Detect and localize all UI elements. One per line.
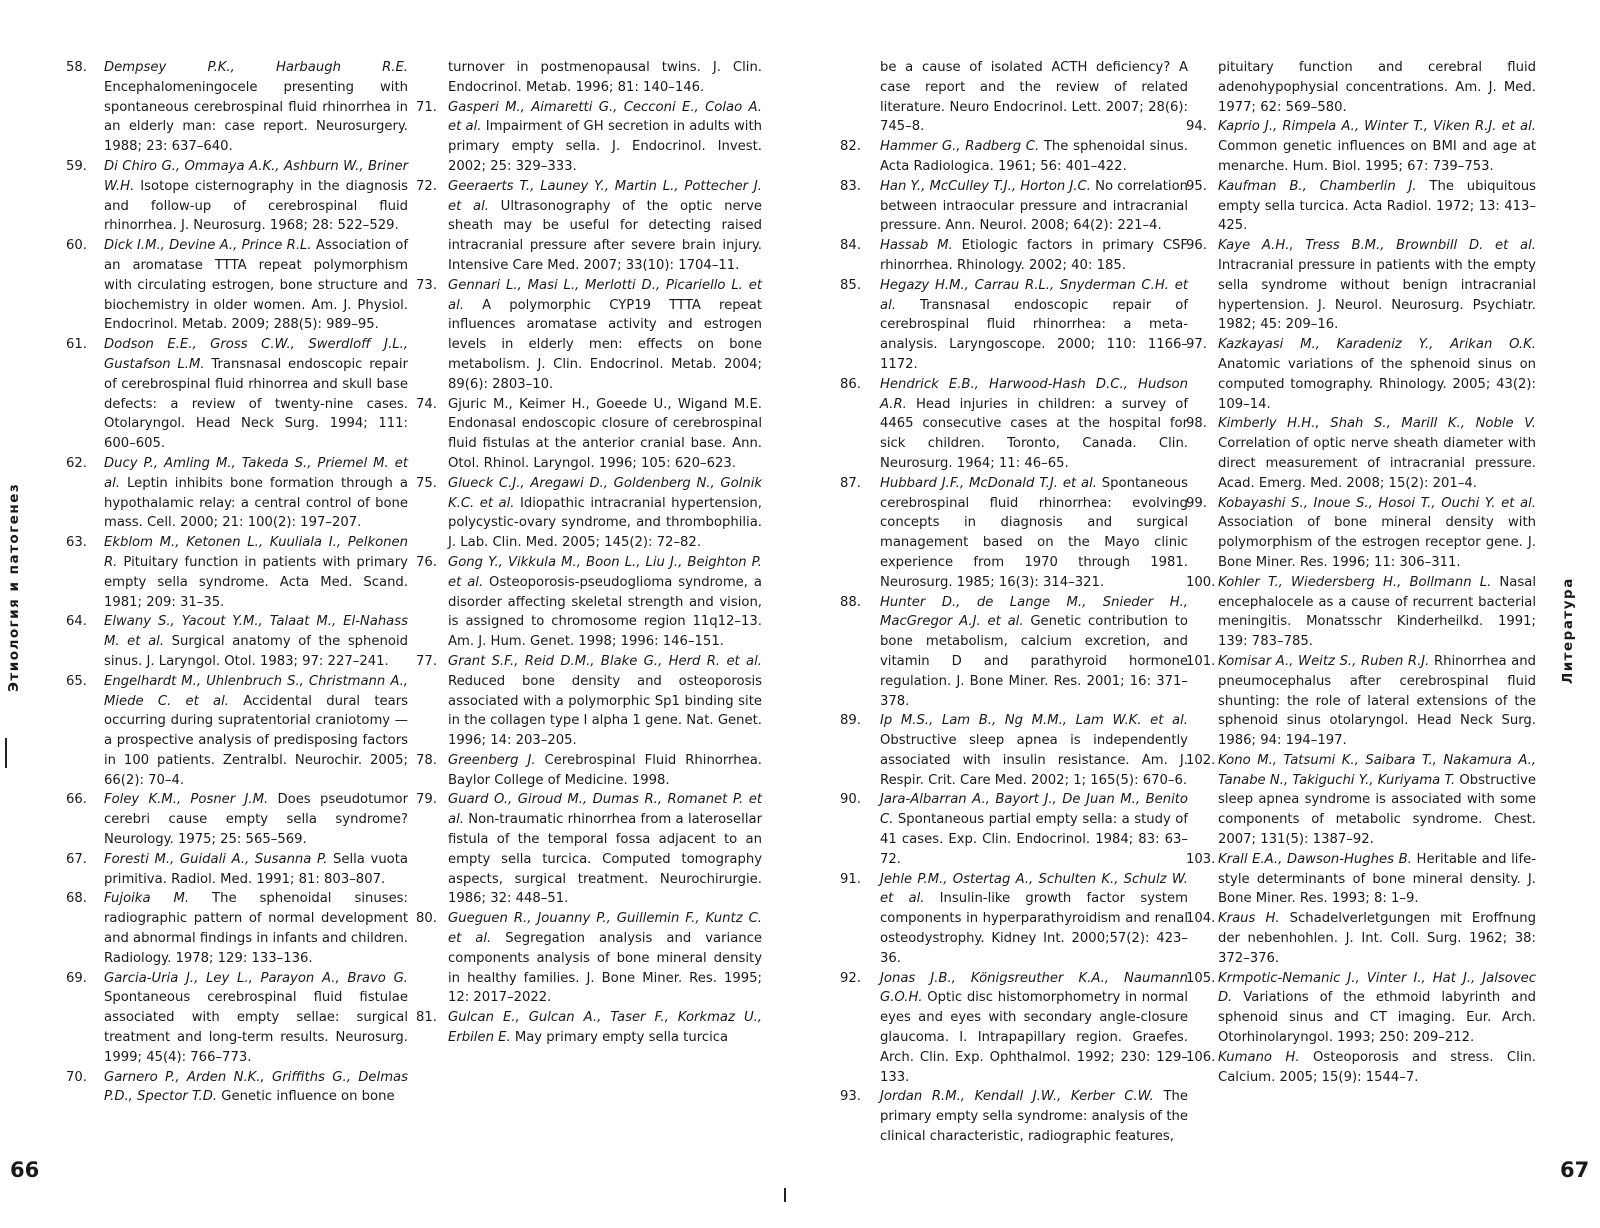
reference-details: The sphenoidal sinuses: radiographic pattern of normal development and abnormal findings in infants and children. Radiology. 1978; 129: 133–136. xyxy=(104,891,409,966)
left-page-section-title: Этиология и патогенез xyxy=(6,482,22,692)
reference-text xyxy=(448,177,762,276)
reference-authors: Garnero P., Arden N.K., Griffiths G., Delmas P.D., Spector T.D. xyxy=(104,1069,408,1105)
reference-authors: Gueguen R., Jouanny P., Guillemin F., Kuntz C. et al. xyxy=(448,911,762,947)
reference-column-4 xyxy=(1186,58,1536,1087)
reference-text xyxy=(1218,909,1536,968)
reference-details: Segregation analysis and variance components analysis of bone mineral density in healthy families. J. Bone Miner. Res. 1995; 12: 2017–2022. xyxy=(448,931,762,1006)
reference-authors: Jordan R.M., Kendall J.W., Kerber C.W. xyxy=(880,1089,1154,1105)
reference-authors: Kaprio J., Rimpela A., Winter T., Viken R.J. et al. xyxy=(1218,119,1536,135)
reference-authors: Kumano H. xyxy=(1218,1049,1300,1065)
reference-number: 98. xyxy=(1186,416,1207,432)
reference-entry xyxy=(66,58,408,157)
reference-authors: Jehle P.M., Ostertag A., Schulten K., Schulz W. et al. xyxy=(880,871,1188,907)
reference-number: 83. xyxy=(840,178,861,194)
reference-number: 73. xyxy=(416,277,437,293)
reference-entry xyxy=(840,375,1188,474)
reference-details: Reduced bone density and osteoporosis associated with a polymorphic Sp1 binding site in the collagen type I alpha 1 gene. Nat. Genet. 1996; 14: 203–205. xyxy=(448,673,762,749)
reference-text xyxy=(104,790,408,849)
reference-text xyxy=(448,751,762,791)
reference-entry xyxy=(1186,494,1536,573)
reference-entry xyxy=(66,790,408,849)
reference-details: The primary empty sella syndrome: analysis of the clinical characteristic, radiographic features, xyxy=(880,1089,1188,1145)
reference-text xyxy=(448,909,762,1008)
reference-number: 66. xyxy=(66,792,87,808)
reference-text xyxy=(1218,573,1536,652)
reference-number: 88. xyxy=(840,594,861,610)
reference-entry xyxy=(840,593,1188,712)
reference-text xyxy=(880,1087,1188,1146)
reference-text xyxy=(448,652,762,751)
reference-details: Obstructive sleep apnea is independently associated with insulin resistance. Am. J. Respir. Crit. Care Med. 2002; 1; 165(5): 670–6. xyxy=(880,733,1188,788)
reference-text xyxy=(448,58,762,98)
reference-number: 79. xyxy=(416,792,437,808)
reference-text xyxy=(104,533,408,612)
reference-details: Optic disc histomorphometry in normal eyes and eyes with secondary angle-closure glaucoma. I. Intrapapillary region. Graefes. Arch. Clin. Exp. Ophthalmol. 1992; 230: 129–133. xyxy=(880,990,1188,1085)
reference-details: May primary empty sella turcica xyxy=(510,1030,729,1046)
reference-authors: Di Chiro G., Ommaya A.K., Ashburn W., Briner W.H. xyxy=(104,158,408,194)
reference-authors: Jonas J.B., Königsreuther K.A., Naumann G.O.H. xyxy=(880,970,1188,1006)
reference-number xyxy=(1186,58,1218,117)
reference-authors: Geeraerts T., Launey Y., Martin L., Pottecher J. et al. xyxy=(448,178,762,214)
reference-details: turnover in postmenopausal twins. J. Clin. Endocrinol. Metab. 1996; 81: 140–146. xyxy=(448,60,762,95)
reference-text xyxy=(1218,117,1536,176)
reference-details: Osteoporosis and stress. Clin. Calcium. 2005; 15(9): 1544–7. xyxy=(1218,1049,1537,1085)
reference-entry xyxy=(66,454,408,533)
reference-details: Accidental dural tears occurring during supratentorial craniotomy — a prospective analysis of predisposing factors in 100 patients. Zentralbl. Neurochir. 2005; 66(2): 70–4. xyxy=(104,693,408,788)
reference-entry xyxy=(66,850,408,890)
reference-text xyxy=(448,98,762,177)
reference-entry xyxy=(66,612,408,671)
reference-details: The sphenoidal sinus. Acta Radiologica. 1961; 56: 401–422. xyxy=(880,139,1188,174)
reference-entry xyxy=(416,58,762,98)
reference-text xyxy=(1218,177,1536,236)
reference-details: Genetic contribution to bone metabolism, calcium excretion, and vitamin D and parathyroid hormone regulation. J. Bone Miner. Res. 2001; 16: 371–378. xyxy=(880,614,1188,709)
reference-entry xyxy=(416,276,762,395)
reference-text xyxy=(104,672,408,791)
reference-text xyxy=(880,870,1188,969)
reference-details: Association of an aromatase TTTA repeat polymorphism with circulating estrogen, bone structure and biochemistry in older women. Am. J. Physiol. Endocrinol. Metab. 2009; 288(5): 989–95. xyxy=(104,238,408,333)
reference-entry xyxy=(840,58,1188,137)
reference-number: 87. xyxy=(840,475,861,491)
reference-number: 65. xyxy=(66,673,87,689)
reference-details: Obstructive sleep apnea syndrome is associated with some components of metabolic syndrome. Chest. 2007; 131(5): 1387–92. xyxy=(1218,772,1536,848)
reference-entry xyxy=(1186,573,1536,652)
reference-details: Genetic influence on bone xyxy=(217,1089,395,1105)
reference-authors: Han Y., McCulley T.J., Horton J.C. xyxy=(880,178,1091,194)
reference-details: Transnasal endoscopic repair of cerebrospinal fluid rhinorrea and skull base defects: a review of twenty-nine cases. Otolaryngol. Head Neck Surg. 1994; 111: 600–605. xyxy=(104,356,408,452)
right-page-number: 67 xyxy=(1560,1158,1590,1182)
reference-entry xyxy=(840,969,1188,1088)
reference-text xyxy=(104,454,408,533)
reference-number: 100. xyxy=(1186,574,1216,590)
reference-details: pituitary function and cerebral fluid adenohypophysial concentrations. Am. J. Med. 1977; 62: 569–580. xyxy=(1218,60,1536,115)
reference-entry xyxy=(840,474,1188,593)
reference-text xyxy=(448,474,762,553)
reference-number: 68. xyxy=(66,891,87,907)
reference-authors: Kaye A.H., Tress B.M., Brownbill D. et al. xyxy=(1218,238,1536,254)
reference-details: Intracranial pressure in patients with the empty sella syndrome without benign intracranial hypertension. J. Neurol. Neurosurg. Psychiatr. 1982; 45: 209–16. xyxy=(1218,257,1536,333)
reference-number: 75. xyxy=(416,475,437,491)
reference-details: Rhinorrhea and pneumocephalus after cerebrospinal fluid shunting: the role of lateral extensions of the sphenoid sinus otolaryngol. Head Neck Surg. 1986; 94: 194–197. xyxy=(1218,653,1536,749)
reference-entry xyxy=(840,236,1188,276)
reference-authors: Glueck C.J., Aregawi D., Goldenberg N., Golnik K.C. et al. xyxy=(448,475,762,511)
reference-entry xyxy=(1186,969,1536,1048)
reference-text xyxy=(104,969,408,1068)
reference-text xyxy=(880,375,1188,474)
reference-details: Non-traumatic rhinorrhea from a laterosellar fistula of the temporal fossa adjacent to an empty sella turcica. Computed tomography aspects, surgical treatment. Neurochirurgie. 1986; 32: 448–51. xyxy=(448,812,762,907)
reference-entry xyxy=(1186,850,1536,909)
reference-entry xyxy=(1186,236,1536,335)
reference-text xyxy=(880,969,1188,1088)
reference-text xyxy=(104,58,408,157)
reference-text xyxy=(1218,969,1536,1048)
reference-details: Insulin-like growth factor system components in hyperparathyroidism and renal osteodystrophy. Kidney Int. 2000;57(2): 423–36. xyxy=(880,891,1188,966)
reference-authors: Grant S.F., Reid D.M., Blake G., Herd R. et al. xyxy=(448,653,762,669)
reference-details: Impairment of GH secretion in adults with primary empty sella. J. Endocrinol. Invest. 2002; 25: 329–333. xyxy=(448,119,762,174)
reference-authors: Hassab M. xyxy=(880,238,953,254)
reference-number: 93. xyxy=(840,1089,861,1105)
reference-authors: Ducy P., Amling M., Takeda S., Priemel M. et al. xyxy=(104,455,408,491)
reference-entry xyxy=(1186,335,1536,414)
reference-number: 106. xyxy=(1186,1049,1216,1065)
right-page-section-title: Литература xyxy=(1560,577,1576,684)
reference-authors: Kraus H. xyxy=(1218,911,1280,927)
reference-authors: Kazkayasi M., Karadeniz Y., Arikan O.K. xyxy=(1218,337,1536,353)
reference-details: Variations of the ethmoid labyrinth and sphenoid sinus and CT imaging. Eur. Arch. Otorhinolaryngol. 1993; 250: 209–212. xyxy=(1218,990,1536,1046)
reference-number: 81. xyxy=(416,1010,437,1026)
reference-details: Head injuries in children: a survey of 4465 consecutive cases at the hospital for sick children. Toronto, Canada. Clin. Neurosurg. 1964; 11: 46–65. xyxy=(880,396,1188,471)
reference-entry xyxy=(66,969,408,1068)
reference-number xyxy=(416,58,448,98)
reference-authors: Kono M., Tatsumi K., Saibara T., Nakamura A., Tanabe N., Takiguchi Y., Kuriyama T. xyxy=(1218,752,1536,788)
reference-number: 69. xyxy=(66,970,87,986)
reference-text xyxy=(880,236,1188,276)
reference-details: Correlation of optic nerve sheath diameter with direct measurement of intracranial pressure. Acad. Emerg. Med. 2008; 15(2): 201–4. xyxy=(1218,436,1536,491)
reference-authors: Kimberly H.H., Shah S., Marill K., Noble V. xyxy=(1218,416,1536,432)
reference-entry xyxy=(1186,1048,1536,1088)
reference-details: Transnasal endoscopic repair of cerebrospinal fluid rhinorrhea: a meta-analysis. Laryngoscope. 2000; 110: 1166–1172. xyxy=(880,297,1188,372)
reference-text xyxy=(448,790,762,909)
reference-entry xyxy=(840,870,1188,969)
reference-entry xyxy=(416,98,762,177)
reference-text xyxy=(1218,751,1536,850)
reference-number: 77. xyxy=(416,653,437,669)
reference-number: 74. xyxy=(416,396,437,412)
reference-authors: Gennari L., Masi L., Merlotti D., Picariello L. et al. xyxy=(448,277,762,313)
reference-text xyxy=(1218,414,1536,493)
reference-number: 89. xyxy=(840,713,861,729)
reference-details: be a cause of isolated ACTH deficiency? A case report and the review of related literature. Neuro Endocrinol. Lett. 2007; 28(6): 745–8. xyxy=(880,60,1188,135)
reference-number: 67. xyxy=(66,851,87,867)
reference-number: 58. xyxy=(66,60,87,75)
reference-details: Spontaneous cerebrospinal fluid fistulae associated with empty sellae: surgical treatment and long-term results. Neurosurg. 1999; 45(4): 766–773. xyxy=(104,990,408,1065)
reference-authors: Gulcan E., Gulcan A., Taser F., Korkmaz U., Erbilen E. xyxy=(448,1010,762,1046)
reference-entry xyxy=(416,395,762,474)
reference-text xyxy=(880,790,1188,869)
reference-entry xyxy=(416,652,762,751)
reference-number: 103. xyxy=(1186,851,1216,867)
reference-number: 91. xyxy=(840,871,861,887)
reference-entry xyxy=(66,1068,408,1108)
reference-authors: Jara-Albarran A., Bayort J., De Juan M., Benito C. xyxy=(880,792,1188,828)
reference-column-3 xyxy=(840,58,1188,1147)
reference-details: Surgical anatomy of the sphenoid sinus. J. Laryngol. Otol. 1983; 97: 227–241. xyxy=(104,634,408,669)
reference-text xyxy=(104,850,408,890)
reference-details: Ultrasonography of the optic nerve sheath may be useful for detecting raised intracranial pressure after severe brain injury. Intensive Care Med. 2007; 33(10): 1704–11. xyxy=(448,198,762,273)
reference-entry xyxy=(1186,909,1536,968)
reference-entry xyxy=(66,889,408,968)
reference-text xyxy=(1218,1048,1536,1088)
reference-number: 59. xyxy=(66,158,87,174)
reference-entry xyxy=(840,276,1188,375)
reference-number: 62. xyxy=(66,455,87,471)
margin-mark xyxy=(5,738,7,768)
reference-details: Pituitary function in patients with primary empty sella syndrome. Acta Med. Scand. 1981; 209: 31–35. xyxy=(104,554,408,610)
reference-text xyxy=(1218,236,1536,335)
reference-text xyxy=(448,395,762,474)
reference-details: Common genetic influences on BMI and age at menarche. Hum. Biol. 1995; 67: 739–753. xyxy=(1218,139,1536,174)
reference-number: 63. xyxy=(66,535,87,551)
reference-number: 84. xyxy=(840,238,861,254)
reference-entry xyxy=(416,553,762,652)
reference-text xyxy=(1218,652,1536,751)
reference-entry xyxy=(840,137,1188,177)
reference-entry xyxy=(1186,58,1536,117)
reference-number: 61. xyxy=(66,337,87,353)
reference-authors: Foley K.M., Posner J.M. xyxy=(104,792,269,808)
reference-number: 102. xyxy=(1186,752,1216,768)
reference-entry xyxy=(1186,117,1536,176)
reference-authors: Guard O., Giroud M., Dumas R., Romanet P. et al. xyxy=(448,792,762,828)
reference-details: A polymorphic CYP19 TTTA repeat influences aromatase activity and estrogen levels in elderly men: effects on bone metabolism. J. Clin. Endocrinol. Metab. 2004; 89(6): 2803–10. xyxy=(448,297,762,392)
reference-entry xyxy=(1186,751,1536,850)
reference-text xyxy=(880,711,1188,790)
reference-authors: Dodson E.E., Gross C.W., Swerdloff J.L., Gustafson L.M. xyxy=(104,337,408,372)
reference-number: 104. xyxy=(1186,911,1216,927)
reference-details: Spontaneous partial empty sella: a study of 41 cases. Exp. Clin. Endocrinol. 1984; 83: 63–72. xyxy=(880,812,1188,867)
reference-number: 78. xyxy=(416,752,437,768)
reference-authors: Krall E.A., Dawson-Hughes B. xyxy=(1218,851,1412,867)
reference-authors: Komisar A., Weitz S., Ruben R.J. xyxy=(1218,653,1430,669)
reference-details: Nasal encephalocele as a cause of recurrent bacterial meningitis. Monatsschr Kinderheilkd. 1991; 139: 783–785. xyxy=(1218,574,1536,650)
reference-entry xyxy=(416,790,762,909)
reference-text xyxy=(448,276,762,395)
reference-authors: Elwany S., Yacout Y.M., Talaat M., El-Nahass M. et al. xyxy=(104,614,408,650)
reference-entry xyxy=(1186,414,1536,493)
reference-text xyxy=(104,1068,408,1108)
reference-number: 70. xyxy=(66,1069,87,1085)
reference-details: Etiologic factors in primary CSF rhinorrhea. Rhinology. 2002; 40: 185. xyxy=(880,238,1189,273)
reference-number: 82. xyxy=(840,139,861,155)
reference-number: 80. xyxy=(416,911,437,927)
reference-details: Idiopathic intracranial hypertension, polycystic-ovary syndrome, and thrombophilia. J. Lab. Clin. Med. 2005; 145(2): 72–82. xyxy=(448,495,762,551)
reference-number: 85. xyxy=(840,277,861,293)
reference-authors: Krmpotic-Nemanic J., Vinter I., Hat J., Jalsovec D. xyxy=(1218,970,1536,1006)
reference-authors: Greenberg J. xyxy=(448,752,536,768)
reference-authors: Hendrick E.B., Harwood-Hash D.C., Hudson A.R. xyxy=(880,376,1188,412)
reference-authors: Foresti M., Guidali A., Susanna P. xyxy=(104,851,328,867)
reference-entry xyxy=(66,335,408,454)
reference-authors: Engelhardt M., Uhlenbruch S., Christmann A., Miede C. et al. xyxy=(104,673,408,709)
reference-number: 76. xyxy=(416,554,437,570)
reference-text xyxy=(104,889,408,968)
reference-details: No correlation between intraocular pressure and intracranial pressure. Ann. Neurol. 2008; 64(2): 221–4. xyxy=(880,178,1189,234)
gutter-mark xyxy=(784,1188,786,1202)
reference-entry xyxy=(66,157,408,236)
reference-details: Association of bone mineral density with polymorphism of the estrogen receptor gene. J. Bone Miner. Res. 1996; 11: 306–311. xyxy=(1218,515,1536,570)
reference-entry xyxy=(416,1008,762,1048)
reference-number: 94. xyxy=(1186,119,1207,135)
reference-number: 60. xyxy=(66,238,87,254)
reference-text xyxy=(880,137,1188,177)
reference-text xyxy=(104,335,408,454)
reference-details: Isotope cisternography in the diagnosis and follow-up of cerebrospinal fluid rhinorrhea. J. Neurosurg. 1968; 28: 522–529. xyxy=(104,178,408,234)
left-page-number: 66 xyxy=(10,1158,40,1182)
reference-text xyxy=(1218,335,1536,414)
reference-details: Spontaneous cerebrospinal fluid rhinorrhea: evolving concepts in diagnosis and surgical management based on the Mayo clinic experience from 1970 through 1981. Neurosurg. 1985; 16(3): 314–321. xyxy=(880,475,1188,590)
reference-number: 64. xyxy=(66,614,87,630)
reference-entry xyxy=(66,236,408,335)
reference-authors: Dempsey P.K., Harbaugh R.E. xyxy=(104,60,408,75)
reference-details: Osteoporosis-pseudoglioma syndrome, a disorder affecting skeletal strength and vision, is assigned to chromosome region 11q12–13. Am. J. Hum. Genet. 1998; 1996: 146–151. xyxy=(448,574,762,650)
reference-authors: Kobayashi S., Inoue S., Hosoi T., Ouchi Y. et al. xyxy=(1218,495,1536,511)
reference-column-2 xyxy=(416,58,762,1048)
reference-details: Encephalomeningocele presenting with spontaneous cerebrospinal fluid rhinorrhea in an elderly man: case report. Neurosurgery. 1988; 23: 637–640. xyxy=(104,79,408,155)
reference-details: Anatomic variations of the sphenoid sinus on computed tomography. Rhinology. 2005; 43(2): 109–14. xyxy=(1218,356,1536,412)
reference-number: 95. xyxy=(1186,178,1207,194)
reference-text xyxy=(880,58,1188,137)
reference-number: 72. xyxy=(416,178,437,194)
reference-entry xyxy=(416,909,762,1008)
reference-authors: Hubbard J.F., McDonald T.J. et al. xyxy=(880,475,1097,491)
reference-column-1 xyxy=(66,58,408,1107)
reference-authors: Ekblom M., Ketonen L., Kuuliala I., Pelkonen R. xyxy=(104,535,408,570)
reference-authors: Dick I.M., Devine A., Prince R.L. xyxy=(104,238,312,254)
reference-text xyxy=(104,157,408,236)
reference-entry xyxy=(840,711,1188,790)
reference-details: Does pseudotumor cerebri cause empty sella syndrome? Neurology. 1975; 25: 565–569. xyxy=(104,792,408,848)
reference-number: 105. xyxy=(1186,970,1216,986)
reference-authors: Kohler T., Wiedersberg H., Bollmann L. xyxy=(1218,574,1492,590)
reference-details: Cerebrospinal Fluid Rhinorrhea. Baylor College of Medicine. 1998. xyxy=(448,752,762,788)
reference-entry xyxy=(66,672,408,791)
reference-authors: Kaufman B., Chamberlin J. xyxy=(1218,178,1417,194)
reference-authors: Garcia-Uria J., Ley L., Parayon A., Bravo G. xyxy=(104,970,408,986)
reference-text xyxy=(1218,58,1536,117)
reference-text xyxy=(1218,850,1536,909)
reference-details: Schadelverletgungen mit Eroffnung der nebenhohlen. J. Int. Coll. Surg. 1962; 38: 372–376. xyxy=(1218,911,1536,966)
reference-authors: Hunter D., de Lange M., Snieder H., MacGregor A.J. et al. xyxy=(880,594,1188,630)
reference-number: 86. xyxy=(840,376,861,392)
reference-number: 97. xyxy=(1186,337,1207,353)
reference-text xyxy=(448,553,762,652)
reference-details: Gjuric M., Keimer H., Goeede U., Wigand M.E. Endonasal endoscopic closure of cerebrospinal fluid fistulas at the anterior cranial base. Ann. Otol. Rhinol. Laryngol. 1996; 105: 620–623. xyxy=(448,396,762,471)
reference-text xyxy=(880,177,1188,236)
reference-authors: Hammer G., Radberg C. xyxy=(880,139,1040,155)
reference-authors: Fujoika M. xyxy=(104,891,190,907)
reference-number: 71. xyxy=(416,99,437,115)
reference-text xyxy=(1218,494,1536,573)
reference-number xyxy=(840,58,880,137)
reference-text xyxy=(880,474,1188,593)
reference-details: Sella vuota primitiva. Radiol. Med. 1991; 81: 803–807. xyxy=(104,851,409,887)
reference-number: 90. xyxy=(840,792,861,808)
reference-details: Heritable and life-style determinants of bone mineral density. J. Bone Miner. Res. 1993; 8: 1–9. xyxy=(1218,851,1536,907)
reference-entry xyxy=(840,1087,1188,1146)
reference-text xyxy=(880,593,1188,712)
reference-entry xyxy=(66,533,408,612)
reference-text xyxy=(880,276,1188,375)
reference-entry xyxy=(1186,652,1536,751)
reference-details: The ubiquitous empty sella turcica. Acta Radiol. 1972; 13: 413–425. xyxy=(1218,178,1537,234)
reference-number: 99. xyxy=(1186,495,1207,511)
reference-authors: Gong Y., Vikkula M., Boon L., Liu J., Beighton P. et al. xyxy=(448,554,762,590)
reference-entry xyxy=(416,474,762,553)
reference-number: 101. xyxy=(1186,653,1216,669)
reference-text xyxy=(104,236,408,335)
reference-text xyxy=(104,612,408,671)
reference-authors: Ip M.S., Lam B., Ng M.M., Lam W.K. et al. xyxy=(880,713,1188,729)
reference-number: 96. xyxy=(1186,238,1207,254)
reference-entry xyxy=(416,751,762,791)
reference-number: 92. xyxy=(840,970,861,986)
reference-text xyxy=(448,1008,762,1048)
reference-entry xyxy=(416,177,762,276)
reference-authors: Hegazy H.M., Carrau R.L., Snyderman C.H. et al. xyxy=(880,277,1188,313)
reference-entry xyxy=(1186,177,1536,236)
reference-authors: Gasperi M., Aimaretti G., Cecconi E., Colao A. et al. xyxy=(448,99,762,135)
reference-entry xyxy=(840,177,1188,236)
reference-details: Leptin inhibits bone formation through a hypothalamic relay: a central control of bone mass. Cell. 2000; 21: 100(2): 197–207. xyxy=(104,475,408,531)
reference-entry xyxy=(840,790,1188,869)
